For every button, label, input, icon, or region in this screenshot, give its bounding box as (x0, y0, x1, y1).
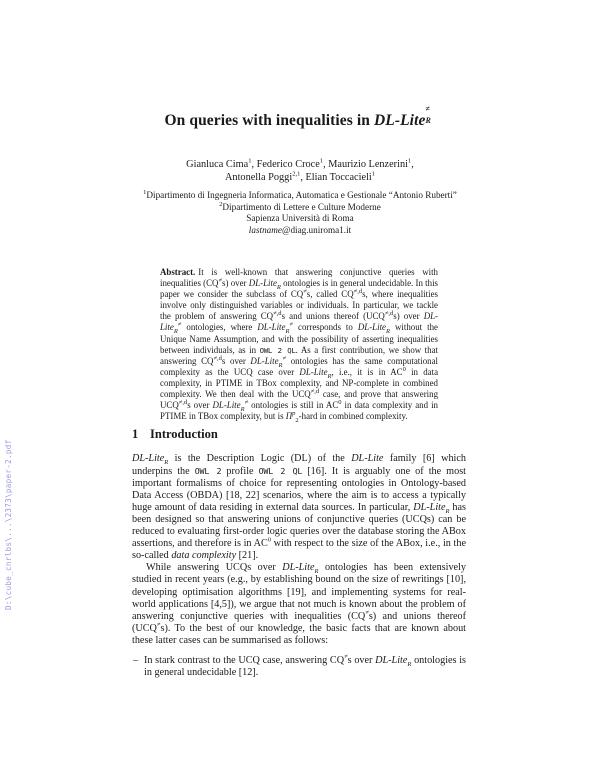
text: [16]. It is arguably one of the most important formalisms of choice for representing ontologies in Ontology-based Data Access (OBDA) [18, 22] scenarios, where the aim is to access a typically huge amount of data residing in external data sources. In particular, (132, 466, 466, 514)
text: OWL 2 (194, 466, 222, 477)
math: ≠,d (310, 388, 320, 396)
affiliation-1 (0, 190, 600, 202)
author-line-2: Antonella Poggi$^{2,1}$, Elian Toccacieli$^1$ (224, 170, 376, 183)
math: R (164, 459, 169, 467)
abstract-text: s, called CQ (306, 289, 354, 300)
author-affiliation-mark: 2,1 (292, 170, 301, 178)
abstract-text: s, where inequalities involve only distinguished variables or individuals. In particular, we tackle the problem of answering CQ (160, 289, 438, 322)
abstract-text: ontologies is still in AC (248, 400, 339, 411)
title-text: On queries with inequalities in (164, 112, 374, 129)
math: DL-Lite (132, 453, 165, 464)
text: s). To the best of our knowledge, the basic facts that are known about these latter cases can be summarised as follows: (132, 622, 466, 646)
affiliation-2 (0, 202, 600, 214)
math: R (314, 568, 319, 576)
abstract-text: , i.e., it is in AC (331, 366, 403, 377)
affiliation-text: Dipartimento di Lettere e Culture Moderne (222, 201, 381, 212)
abstract-text: in data complexity and in P (160, 400, 438, 422)
abstract-text: s and unions thereof (UCQ (281, 311, 385, 322)
text: data complexity (171, 550, 237, 562)
text: While answering UCQs over (146, 562, 283, 574)
abstract-text: ontologies is in general undecidable. In this paper we consider the subclass of CQ (160, 278, 438, 300)
author-line-1: Gianluca Cima$^1$, Federico Croce$^1$, Maurizio Lenzerini$^1$, (186, 157, 414, 170)
math: R (285, 328, 290, 336)
abstract-text: corresponds to (293, 322, 358, 333)
abstract-text: in data complexity, in P (160, 366, 439, 388)
math: ≠ (218, 277, 223, 285)
math: TIME (164, 411, 187, 422)
author: Maurizio Lenzerini (328, 159, 408, 170)
math: 0 (402, 365, 406, 373)
math: ≠ (303, 288, 307, 296)
abstract-text: s) over (393, 311, 424, 322)
text: OWL 2 QL (258, 466, 303, 477)
math: R (407, 660, 412, 668)
math: ≠ (282, 354, 287, 362)
email-domain: @diag.uniroma1.it (281, 224, 352, 235)
affiliations (0, 190, 600, 236)
math: DL-Lite (257, 322, 286, 333)
bullet-dash: – (133, 654, 139, 666)
abstract-text: without the Unique Name Assumption, and with the possibility of asserting inequalities between individuals, as in (160, 322, 438, 355)
text: profile (221, 466, 259, 478)
math: Π (285, 411, 293, 422)
math: DL-Lite (357, 322, 386, 333)
list-item (132, 655, 466, 679)
math: DL-Lite (248, 278, 277, 289)
text: s over (347, 654, 376, 666)
title-logic-scripts (425, 104, 435, 125)
abstract-text: s over (187, 400, 213, 411)
intro-body (132, 453, 466, 679)
math: 0 (267, 536, 272, 544)
math: 0 (338, 399, 342, 407)
math: ≠,d (178, 399, 188, 407)
math: ≠ (156, 621, 161, 629)
text: family [6] which underpins the (132, 453, 466, 478)
math: TIME (220, 377, 243, 388)
math: DL-Lite (250, 355, 279, 366)
math: OWL 2 QL (259, 345, 296, 355)
abstract-text: ontologies, where (181, 322, 258, 333)
author-affiliation-mark: 1 (408, 157, 412, 165)
author-list (0, 158, 600, 184)
text: DL-Lite (351, 453, 384, 464)
text: In stark contrast to the UCQ case, answering CQ (144, 654, 345, 666)
section-heading (132, 427, 218, 442)
math: DL-Lite (299, 366, 328, 377)
abstract-text: s over (221, 355, 251, 366)
abstract-label: Abstract. (160, 267, 196, 277)
author: Antonella Poggi (224, 172, 293, 183)
abstract-text: . As a first contribution, we show that answering CQ (160, 344, 438, 366)
math: R (445, 508, 450, 516)
author-affiliation-mark: 1 (371, 170, 376, 178)
math: p (292, 410, 296, 418)
text: ontologies has been extensively studied in recent years (e.g., by establishing bound on the size of rewritings [10], developing optimisation algorithms [19], and implementing systems for real-world applications [4,5]), we argue that not much is known about the problem of answering conjunctive queries with inequalities (CQ (132, 562, 466, 622)
abstract-text: s) over (222, 278, 249, 289)
author: Gianluca Cima (186, 159, 249, 170)
paragraph (132, 562, 466, 646)
email-local-part: lastname (248, 224, 282, 235)
math: DL-Lite (160, 311, 438, 333)
abstract-text: in TBox complexity, but is (186, 411, 286, 422)
abstract-text: case, and prove that answering UCQ (160, 389, 439, 411)
math: R (276, 283, 281, 291)
math: R (327, 372, 332, 380)
abstract-text: It is well-known that answering conjunctive queries with inequalities (CQ (160, 267, 438, 289)
text: ontologies is in general undecidable [12]. (144, 654, 467, 678)
text: with respect to the size of the ABox, i.e., in the so-called (132, 538, 466, 562)
paragraph (132, 453, 466, 562)
author-affiliation-mark: 1 (319, 157, 324, 165)
math: ≠ (344, 653, 348, 661)
email[interactable] (0, 225, 600, 237)
math: R (385, 328, 390, 336)
affiliation-number: 1 (143, 188, 147, 196)
math: DL-Lite (282, 562, 315, 574)
abstract (160, 267, 438, 422)
text: is the Description Logic (DL) of the (168, 453, 352, 464)
math: ≠,d (353, 288, 363, 296)
title-subscript: R (425, 116, 431, 125)
title-superscript: ≠ (425, 104, 430, 113)
affiliation-number: 2 (219, 200, 223, 208)
math: ≠,d (213, 354, 222, 362)
author: Federico Croce (256, 159, 320, 170)
math: ≠,d (384, 310, 394, 318)
abstract-text: -hard in combined complexity. (298, 411, 408, 422)
university: Sapienza Università di Roma (246, 213, 354, 223)
abstract-text: in TBox complexity, and NP-complete in combined complexity. We then deal with the UCQ (160, 377, 438, 400)
section-number: 1 (132, 427, 139, 441)
math: R (173, 328, 178, 336)
math: ≠ (365, 609, 369, 617)
affiliation-text: Dipartimento di Ingegneria Informatica, Automatica e Gestionale “Antonio Ruberti” (146, 190, 457, 200)
math: ≠,d (273, 310, 282, 318)
abstract-text: ontologies has the same computational complexity as the UCQ case over (160, 355, 438, 377)
text: [21]. (236, 550, 259, 562)
side-watermark: D:\cube_cnrlbs\...\2373\paper-2.pdf (4, 439, 13, 610)
math: DL-Lite (212, 400, 241, 411)
bullet-list (132, 655, 466, 679)
math: DL-Lite (413, 502, 446, 514)
math: ≠ (244, 399, 249, 407)
math: R (240, 405, 245, 413)
paper-title (0, 104, 600, 130)
math: R (278, 361, 283, 369)
text: has been designed so that answering unions of conjunctive queries (UCQs) can be reduced to evaluating first-order logic queries over the database storing the ABox assertions, and therefore is in AC (132, 502, 466, 550)
author: Elian Toccacieli (305, 172, 372, 183)
math: ≠ (289, 321, 293, 329)
section-title: Introduction (150, 427, 218, 441)
author-affiliation-mark: 1 (248, 157, 252, 165)
math: DL-Lite (375, 654, 408, 666)
math: ≠ (177, 321, 182, 329)
text: s) and unions thereof (UCQ (132, 610, 466, 634)
math: 2 (295, 417, 299, 424)
title-logic: DL-Lite (373, 112, 426, 129)
